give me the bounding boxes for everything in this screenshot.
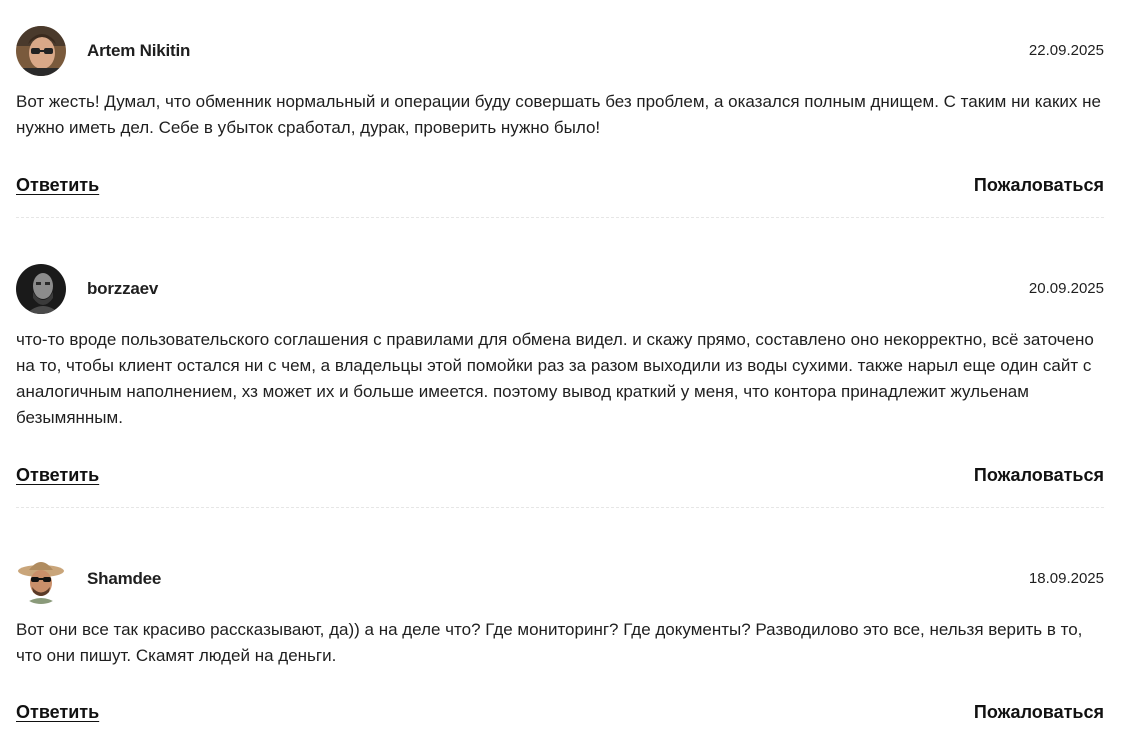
comment-author: Artem Nikitin — [87, 41, 191, 60]
comment-item — [16, 554, 1104, 722]
comment-author: Shamdee — [87, 569, 162, 588]
comment-text: Вот жесть! Думал, что обменник нормальный и операции буду совершать без проблем, а оказался полным днищем. С таким ни каких не нужно иметь дел. Себе в убыток сработал, дурак, проверить нужно было! — [16, 92, 1101, 137]
comment-actions — [16, 175, 1104, 199]
comment-author: borzzaev — [87, 279, 159, 298]
reply-link[interactable]: Ответить — [16, 175, 100, 195]
comment-date: 18.09.2025 — [1028, 570, 1104, 587]
report-link[interactable]: Пожаловаться — [973, 465, 1104, 485]
comment-header — [16, 554, 1104, 604]
avatar — [16, 264, 66, 314]
report-link[interactable]: Пожаловаться — [973, 175, 1104, 195]
comment-date: 20.09.2025 — [1028, 280, 1104, 297]
avatar — [16, 26, 66, 76]
comment-item — [16, 26, 1104, 195]
divider — [16, 507, 1104, 508]
comment-header — [16, 26, 1104, 76]
comment-item — [16, 264, 1104, 485]
divider — [16, 217, 1104, 218]
report-link[interactable]: Пожаловаться — [973, 702, 1104, 722]
comment-date: 22.09.2025 — [1028, 42, 1104, 59]
reply-link[interactable]: Ответить — [16, 702, 100, 722]
comment-actions — [16, 702, 1104, 726]
avatar — [16, 554, 66, 604]
comment-text: Вот они все так красиво рассказывают, да)) а на деле что? Где мониторинг? Где документы? Разводилово это все, нельзя верить в то, что они пишут. Скамят людей на деньги. — [16, 620, 1083, 665]
comment-text: что-то вроде пользовательского соглашения с правилами для обмена видел. и скажу прямо, составлено оно некорректно, всё заточено на то, чтобы клиент остался ни с чем, а владельцы этой помойки раз за разом выходили из воды сухими. также нарыл еще один сайт с аналогичным наполнением, хз может их и больше имеется. поэтому вывод краткий у меня, что контора принадлежит жульенам безымянным. — [16, 330, 1094, 427]
reply-link[interactable]: Ответить — [16, 465, 100, 485]
comment-actions — [16, 465, 1104, 489]
comment-header — [16, 264, 1104, 314]
